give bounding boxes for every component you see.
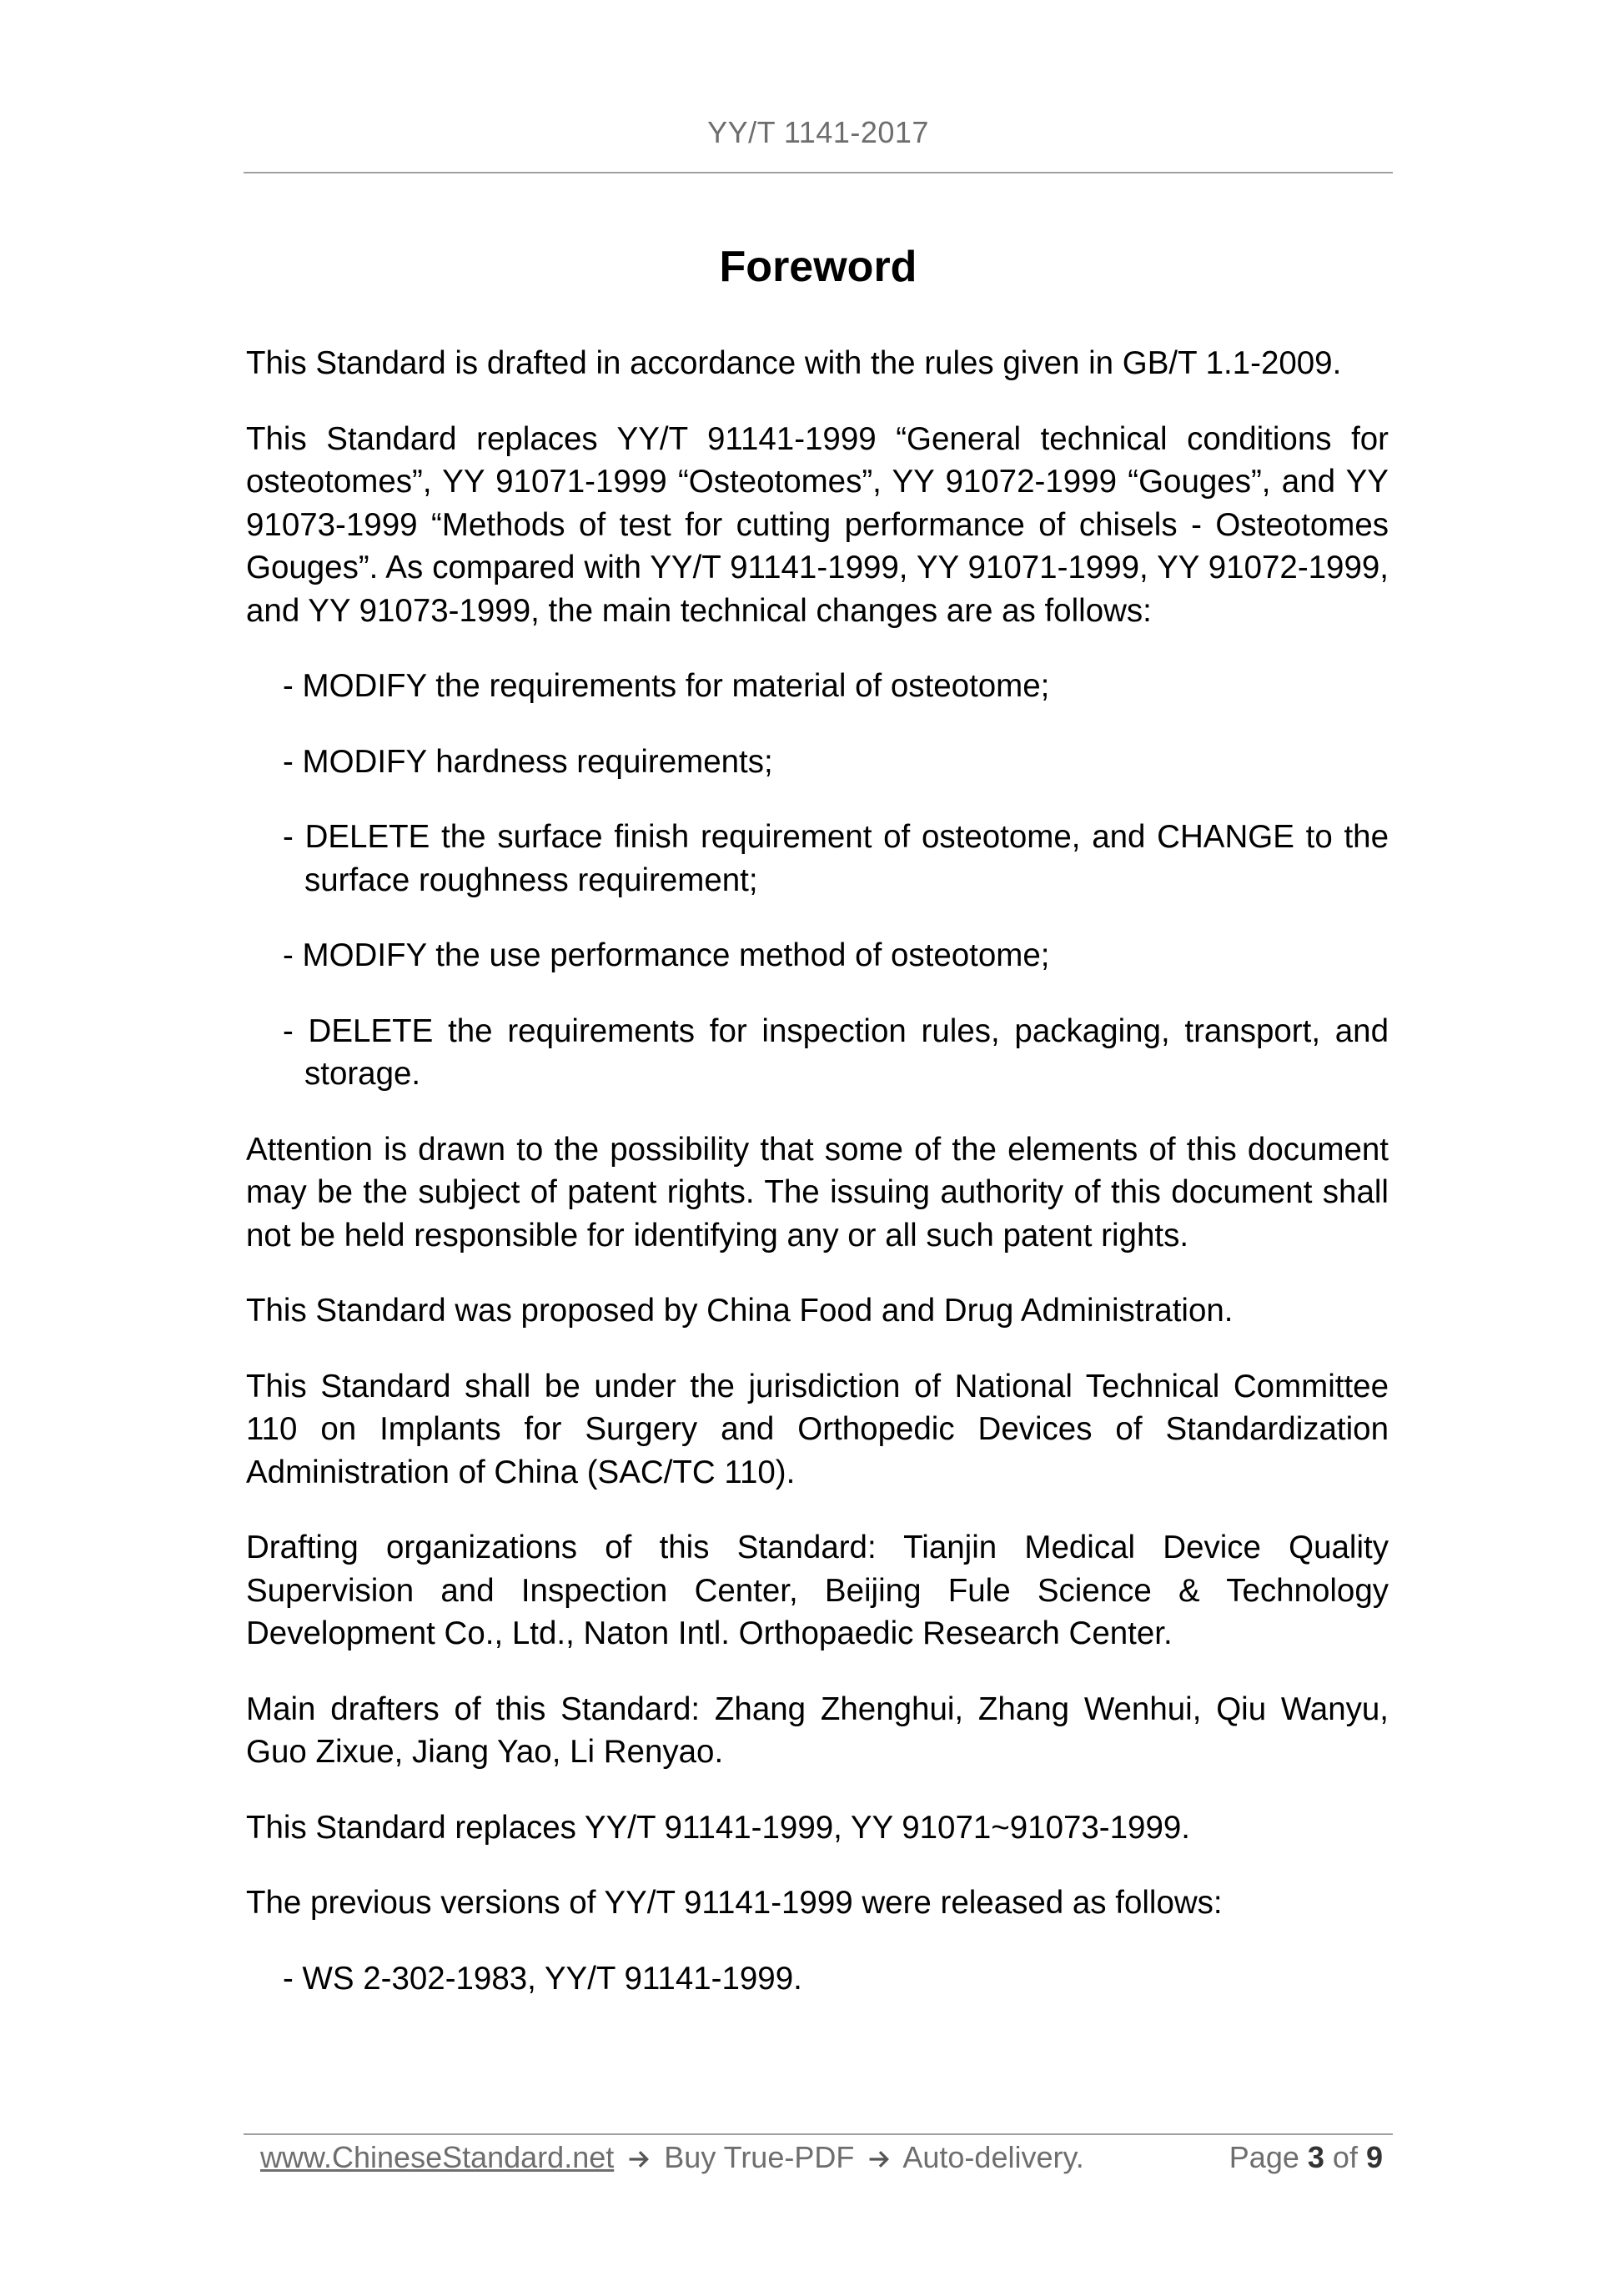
paragraph-patent-notice: Attention is drawn to the possibility that some of the elements of this document may be the subject of patent rights. The issuing authority of this document shall not be held responsible for identifying any or all such patent rights. [246, 1131, 1389, 1254]
paragraph-jurisdiction: This Standard shall be under the jurisdiction of National Technical Committee 110 on Implants for Surgery and Orthopedic Devices of Standardization Administration of China (SAC/TC 110). [246, 1368, 1389, 1490]
page-label: Page [1229, 2140, 1299, 2174]
auto-delivery-text: Auto-delivery. [902, 2140, 1084, 2174]
paragraph-replaces: This Standard replaces YY/T 91141-1999 “General technical conditions for osteotomes”, YY 91071-1999 “Osteotomes”, YY 91072-1999 “Gouges”, and YY 91073-1999 “Methods of test for cutting performance of chisels - Osteotomes Gouges”. As compared with YY/T 91141-1999, YY 91071-1999, YY 91072-1999, and YY 91073-1999, the main technical changes are as follows: [246, 420, 1389, 629]
page-title: Foreword [719, 243, 917, 291]
page-total: 9 [1365, 2140, 1383, 2174]
page-header: YY/T 1141-2017 [707, 115, 929, 149]
page-current: 3 [1307, 2140, 1324, 2174]
paragraph-proposed-by: This Standard was proposed by China Food and Drug Administration. [246, 1293, 1234, 1329]
buy-pdf-text: Buy True-PDF [664, 2140, 855, 2174]
footer-divider [244, 2133, 1393, 2135]
page-number [1229, 2137, 1383, 2178]
change-item: - MODIFY the use performance method of osteotome; [283, 937, 1050, 973]
arrow-right-icon [629, 2148, 651, 2170]
arrow-right-icon [869, 2148, 891, 2170]
version-item: - WS 2-302-1983, YY/T 91141-1999. [283, 1960, 802, 1997]
document-body [246, 342, 1389, 2032]
paragraph-replacement-note: This Standard replaces YY/T 91141-1999, YY 91071~91073-1999. [246, 1809, 1190, 1846]
page-footer [260, 2137, 1383, 2178]
paragraph-drafting-organizations: Drafting organizations of this Standard: Tianjin Medical Device Quality Supervision and Inspection Center, Beijing Fule Science & Technology Development Co., Ltd., Naton Intl. Orthopaedic Research Center. [246, 1530, 1389, 1651]
paragraph-previous-versions: The previous versions of YY/T 91141-1999 were released as follows: [246, 1885, 1223, 1921]
page-of-label: of [1332, 2140, 1358, 2174]
change-item: - MODIFY hardness requirements; [283, 743, 773, 780]
paragraph-drafting-rules: This Standard is drafted in accordance with the rules given in GB/T 1.1-2009. [246, 345, 1342, 381]
change-item: - DELETE the surface finish requirement of osteotome, and CHANGE to the surface roughness requirement; [283, 819, 1389, 898]
website-link[interactable]: www.ChineseStandard.net [260, 2140, 615, 2174]
change-item: - MODIFY the requirements for material of osteotome; [283, 668, 1050, 704]
change-item: - DELETE the requirements for inspection rules, packaging, transport, and storage. [283, 1012, 1389, 1092]
paragraph-main-drafters: Main drafters of this Standard: Zhang Zhenghui, Zhang Wenhui, Qiu Wanyu, Guo Zixue, Jiang Yao, Li Renyao. [246, 1691, 1389, 1770]
header-divider [244, 172, 1393, 173]
